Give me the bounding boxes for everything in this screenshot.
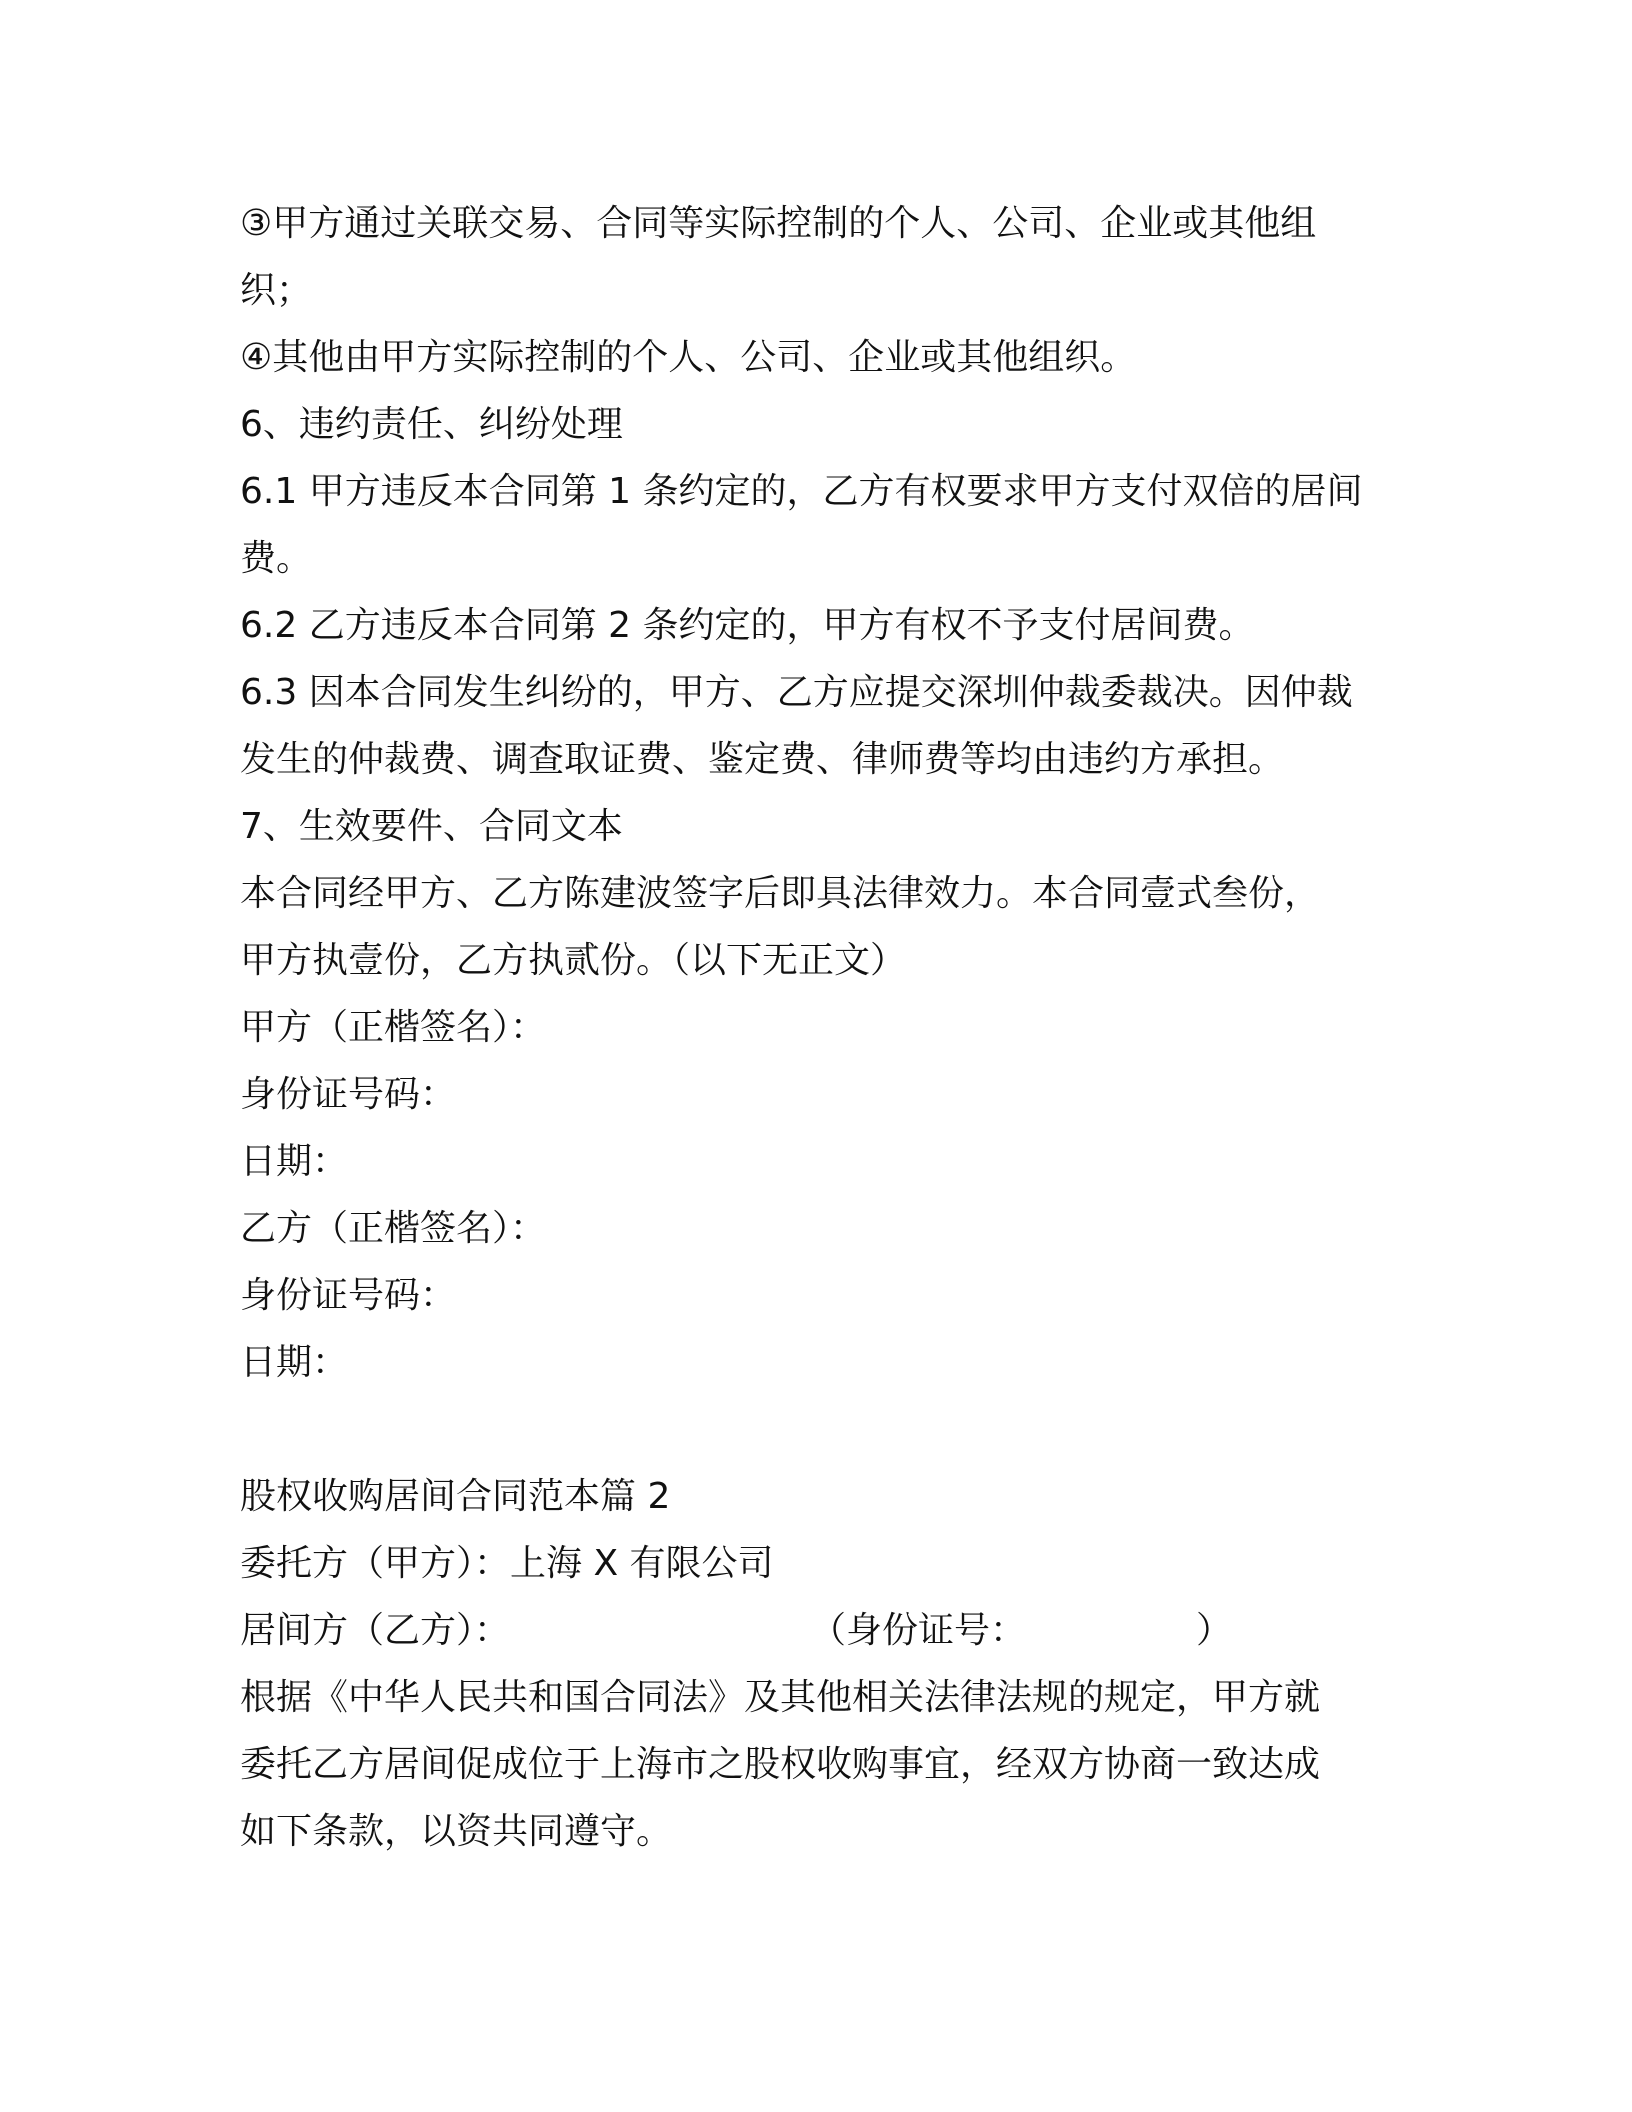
clause-item-3: ③甲方通过关联交易、合同等实际控制的个人、公司、企业或其他组 <box>240 203 1317 244</box>
party-b-id-label: 身份证号码： <box>240 1275 457 1316</box>
section2-client-line: 委托方（甲方）：上海 X 有限公司 <box>240 1543 774 1584</box>
clause-7-text-cont: 甲方执壹份，乙方执贰份。（以下无正文） <box>240 940 907 981</box>
document-body <box>240 190 1400 1865</box>
party-b-date-label: 日期： <box>240 1342 349 1383</box>
clause-item-3-cont: 织； <box>240 270 313 311</box>
party-b-signature-label: 乙方（正楷签名）： <box>240 1208 547 1249</box>
section2-body-line-3: 如下条款，以资共同遵守。 <box>240 1811 673 1852</box>
intermediary-label: 居间方（乙方）： <box>240 1610 511 1651</box>
clause-6-1: 6.1 甲方违反本合同第 1 条约定的，乙方有权要求甲方支付双倍的居间 <box>240 471 1363 512</box>
id-number-label: （身份证号： <box>810 1610 1027 1651</box>
section2-body-line-1: 根据《中华人民共和国合同法》及其他相关法律法规的规定，甲方就 <box>240 1677 1321 1718</box>
clause-item-4: ④其他由甲方实际控制的个人、公司、企业或其他组织。 <box>240 337 1137 378</box>
clause-6-2: 6.2 乙方违反本合同第 2 条约定的，甲方有权不予支付居间费。 <box>240 605 1255 646</box>
clause-6-1-cont: 费。 <box>240 538 313 579</box>
section-heading-7: 7、生效要件、合同文本 <box>240 806 623 847</box>
clause-6-3: 6.3 因本合同发生纠纷的，甲方、乙方应提交深圳仲裁委裁决。因仲裁 <box>240 672 1353 713</box>
section2-title: 股权收购居间合同范本篇 2 <box>240 1476 671 1517</box>
party-a-id-label: 身份证号码： <box>240 1074 457 1115</box>
clause-6-3-cont: 发生的仲裁费、调查取证费、鉴定费、律师费等均由违约方承担。 <box>240 739 1285 780</box>
section-spacer <box>240 1396 1400 1463</box>
clause-7-text: 本合同经甲方、乙方陈建波签字后即具法律效力。本合同壹式叁份， <box>240 873 1321 914</box>
id-number-close: ） <box>1196 1610 1233 1651</box>
section-heading-6: 6、违约责任、纠纷处理 <box>240 404 623 445</box>
party-a-signature-label: 甲方（正楷签名）： <box>240 1007 547 1048</box>
party-a-date-label: 日期： <box>240 1141 349 1182</box>
section2-intermediary-line <box>240 1597 1400 1664</box>
section2-body-line-2: 委托乙方居间促成位于上海市之股权收购事宜，经双方协商一致达成 <box>240 1744 1321 1785</box>
